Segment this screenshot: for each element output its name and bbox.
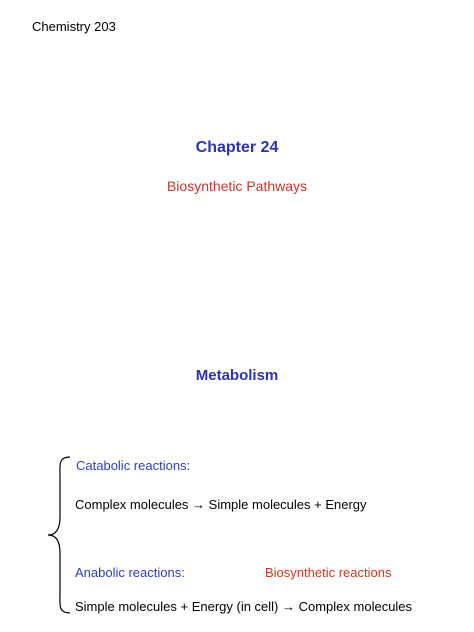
chapter-title: Chapter 24 — [195, 139, 279, 156]
chapter-subtitle: Biosynthetic Pathways — [166, 178, 308, 194]
anabolic-equation: Simple molecules + Energy (in cell) → Complex molecules — [75, 599, 413, 614]
section-heading: Metabolism — [195, 367, 279, 384]
biosynthetic-label: Biosynthetic reactions — [265, 565, 392, 580]
curly-brace — [44, 455, 74, 615]
anabolic-label: Anabolic reactions: — [75, 565, 185, 580]
catabolic-label: Catabolic reactions: — [76, 458, 191, 473]
catabolic-equation: Complex molecules → Simple molecules + Energy — [75, 497, 367, 512]
course-name: Chemistry 203 — [32, 19, 116, 34]
